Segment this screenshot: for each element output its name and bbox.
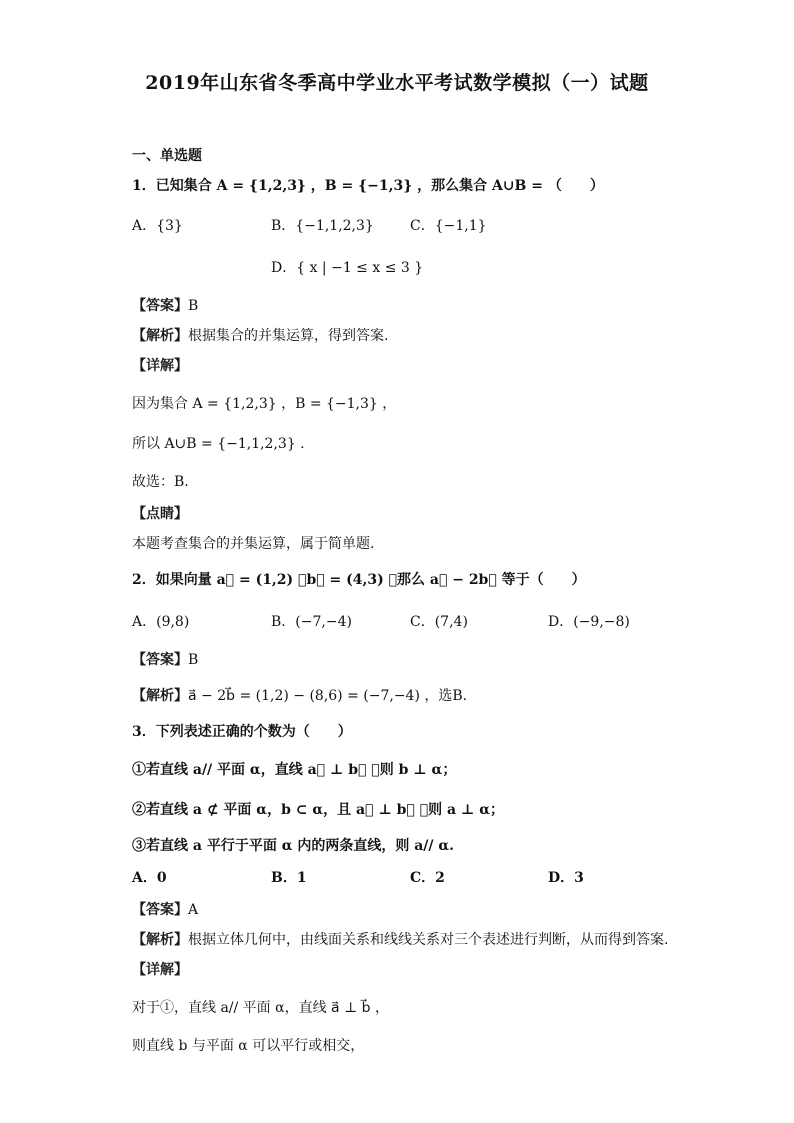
q3-option-c: C．2 — [410, 870, 445, 886]
q2-option-d: D．(−9,−8) — [548, 614, 630, 630]
q3-detail-tag: 【详解】 — [132, 962, 188, 978]
analysis-tag: 【解析】 — [132, 688, 188, 704]
q2-option-c: C．(7,4) — [410, 614, 468, 630]
q1-answer — [132, 296, 198, 316]
q3-detail-line-2: 则直线 b 与平面 α 可以平行或相交， — [132, 1038, 365, 1054]
answer-tag: 【答案】 — [132, 652, 188, 668]
analysis-tag: 【解析】 — [132, 932, 188, 948]
q2-analysis — [132, 686, 467, 706]
q2-option-a: A．(9,8) — [132, 614, 190, 630]
q1-comment-tag: 【点睛】 — [132, 506, 188, 522]
q1-option-a: A．{3} — [132, 218, 183, 234]
q1-comment: 本题考查集合的并集运算，属于简单题. — [132, 536, 375, 552]
q3-answer — [132, 900, 198, 920]
q3-statement-3: ③若直线 a 平行于平面 α 内的两条直线，则 a// α. — [132, 838, 455, 854]
q1-analysis — [132, 326, 388, 346]
q3-option-d: D．3 — [548, 870, 584, 886]
analysis-tag: 【解析】 — [132, 328, 188, 344]
section-heading: 一、单选题 — [132, 148, 202, 164]
q3-statement-2: ②若直线 a ⊄ 平面 α，b ⊂ α，且 a⃗ ⊥ b⃗ ，则 a ⊥ α； — [132, 802, 505, 818]
q1-detail-line-2: 所以 A∪B = {−1,1,2,3} . — [132, 436, 305, 452]
q3-statement-1: ①若直线 a// 平面 α，直线 a⃗ ⊥ b⃗ ，则 b ⊥ α； — [132, 762, 457, 778]
document-title: 2019年山东省冬季高中学业水平考试数学模拟（一）试题 — [145, 72, 649, 94]
question-3-stem: 3．下列表述正确的个数为（ ） — [132, 724, 352, 740]
q1-option-d: D．{ x | −1 ≤ x ≤ 3 } — [271, 260, 424, 276]
q1-option-b: B．{−1,1,2,3} — [271, 218, 374, 234]
analysis-text: 根据立体几何中，由线面关系和线线关系对三个表述进行判断，从而得到答案. — [188, 932, 669, 948]
answer-tag: 【答案】 — [132, 902, 188, 918]
q1-detail-tag: 【详解】 — [132, 358, 188, 374]
question-1-stem: 1．已知集合 A = {1,2,3} ，B = {−1,3} ，那么集合 A∪B = （ ） — [132, 178, 604, 194]
q1-detail-line-1: 因为集合 A = {1,2,3} ，B = {−1,3} ， — [132, 396, 397, 412]
question-2-stem: 2．如果向量 a⃗ = (1,2) ，b⃗ = (4,3) ，那么 a⃗ − 2b⃗ 等于（ ） — [132, 572, 586, 588]
analysis-text: 根据集合的并集运算，得到答案. — [188, 328, 389, 344]
answer-value: A — [188, 902, 199, 918]
answer-value: B — [188, 298, 199, 314]
q1-detail-line-3: 故选：B. — [132, 474, 189, 490]
q3-option-a: A．0 — [132, 870, 167, 886]
analysis-text: a⃗ − 2b⃗ = (1,2) − (8,6) = (−7,−4) ，选B. — [188, 688, 468, 704]
q2-option-b: B．(−7,−4) — [271, 614, 352, 630]
q2-answer — [132, 650, 198, 670]
q3-detail-line-1: 对于①，直线 a// 平面 α，直线 a⃗ ⊥ b⃗ ， — [132, 1000, 390, 1016]
answer-tag: 【答案】 — [132, 298, 188, 314]
q1-option-c: C．{−1,1} — [410, 218, 487, 234]
q3-analysis — [132, 930, 668, 950]
q3-option-b: B．1 — [271, 870, 307, 886]
answer-value: B — [188, 652, 199, 668]
